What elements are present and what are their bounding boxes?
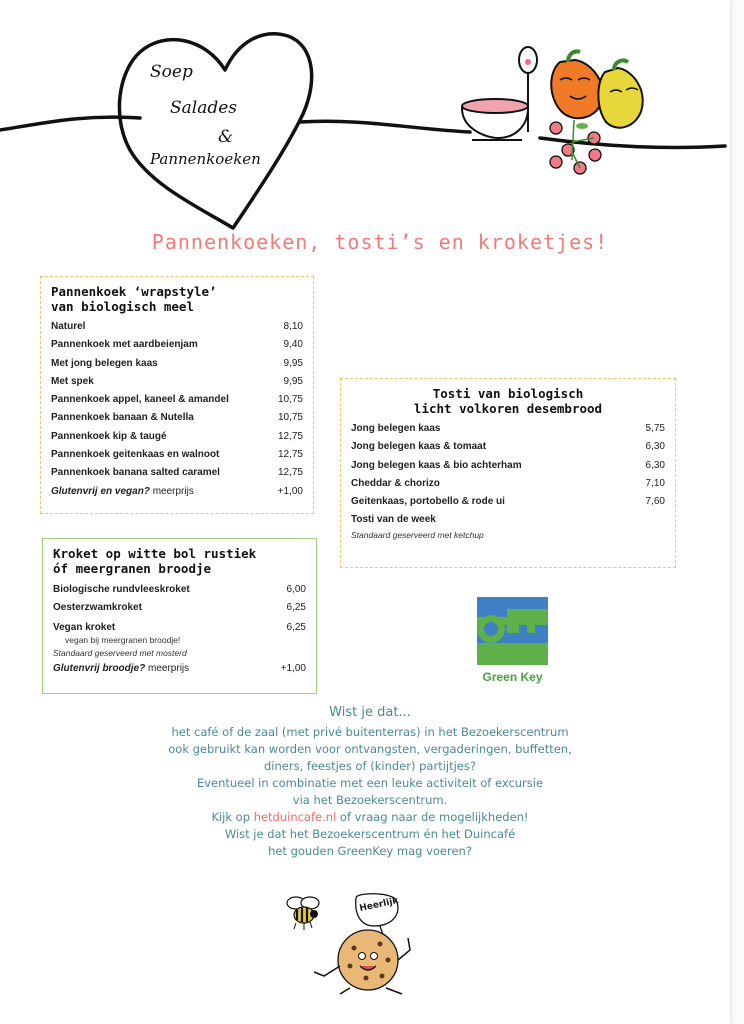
meerprijs-label: meerprijs: [148, 662, 190, 674]
info-title: Wist je dat...: [329, 705, 411, 720]
menu-item: Jong belegen kaas & tomaat 6,30: [351, 441, 665, 453]
menu-item: Pannenkoek banana salted caramel 12,75: [51, 467, 303, 479]
menu-item: Pannenkoek geitenkaas en walnoot 12,75: [51, 449, 303, 461]
green-key-label: Green Key: [482, 670, 543, 684]
menu-item: Pannenkoek banaan & Nutella 10,75: [51, 412, 303, 424]
info-kijk-line: Kijk op hetduincafe.nl of vraag naar de mogelijkheden!: [211, 810, 529, 824]
info-line: Wist je dat het Bezoekerscentrum én het Duincafé: [224, 827, 516, 841]
info-line: het gouden GreenKey mag voeren?: [268, 844, 472, 858]
kroket-title-1: Kroket op witte bol rustiek: [53, 546, 257, 561]
menu-item: Biologische rundvleeskroket 6,00: [53, 584, 306, 595]
kroket-serve-note: Standaard geserveerd met mosterd: [53, 647, 187, 658]
menu-item: Pannenkoek met aardbeienjam 9,40: [51, 339, 303, 351]
glutenvrij-row: Glutenvrij en vegan? meerprijs +1,00: [51, 485, 303, 497]
menu-item: Cheddar & chorizo 7,10: [351, 477, 665, 489]
menu-item: Vegan kroket 6,25: [53, 621, 306, 633]
menu-item: Met spek 9,95: [51, 375, 303, 387]
green-key-logo: [477, 597, 548, 665]
info-block: [110, 704, 630, 860]
menu-item: Pannenkoek kip & taugé 12,75: [51, 430, 303, 442]
menu-item: Jong belegen kaas & bio achterham 6,30: [351, 459, 665, 471]
page-headline: Pannenkoeken, tosti’s en kroketjes!: [151, 230, 609, 254]
berries: [550, 122, 601, 174]
mascot-speech: Heerlijk: [358, 896, 400, 914]
pannenkoek-list: [51, 318, 303, 501]
glutenvrij-label: Glutenvrij en vegan?: [51, 485, 150, 497]
pannenkoek-title-1: Pannenkoek ‘wrapstyle’: [51, 284, 217, 299]
tosti-title-1: Tosti van biologisch: [432, 386, 584, 401]
heart-line-3: &: [218, 127, 234, 147]
glutenvrij-broodje-label: Glutenvrij broodje?: [53, 662, 146, 674]
pannenkoek-section: [40, 276, 314, 514]
info-line: ook gebruikt kan worden voor ontvangsten, vergaderingen, buffetten,: [168, 742, 572, 756]
menu-item: Jong belegen kaas 5,75: [351, 423, 665, 434]
menu-item: Naturel 8,10: [51, 321, 303, 332]
yellow-pepper: [598, 68, 642, 128]
kroket-section: [42, 538, 317, 694]
meerprijs-label: meerprijs: [152, 485, 194, 497]
tosti-section: [340, 378, 676, 568]
pannenkoek-title-2: van biologisch meel: [51, 299, 194, 314]
website-link[interactable]: hetduincafe.nl: [253, 810, 337, 824]
menu-item: Met jong belegen kaas 9,95: [51, 357, 303, 369]
info-line: het café of de zaal (met privé buitenterras) in het Bezoekerscentrum: [171, 725, 569, 739]
menu-item: Oesterzwamkroket 6,25: [53, 602, 306, 614]
tosti-note: Standaard geserveerd met ketchup: [351, 529, 484, 540]
info-line: diners, feestjes of (kinder) partijtjes?: [264, 759, 476, 773]
kroket-title-2: óf meergranen broodje: [53, 561, 212, 576]
vegan-note: vegan bij meergranen broodje!: [65, 634, 181, 645]
heart-line-2: Salades: [170, 98, 238, 118]
header-illustration: [0, 0, 730, 240]
heart-outline: [119, 34, 311, 228]
menu-item: Geitenkaas, portobello & rode ui 7,60: [351, 496, 665, 508]
menu-item: Pannenkoek appel, kaneel & amandel 10,75: [51, 394, 303, 406]
tosti-title-2: licht volkoren desembrood: [413, 401, 603, 416]
heart-line-4: Pannenkoeken: [150, 150, 261, 168]
heart-line-1: Soep: [150, 62, 193, 82]
menu-item: Tosti van de week: [351, 514, 436, 526]
info-line: Eventueel in combinatie met een leuke activiteit of excursie: [196, 776, 544, 790]
info-line: via het Bezoekerscentrum.: [292, 793, 448, 807]
orange-pepper: [551, 60, 602, 118]
glutenvrij-row: Glutenvrij broodje? meerprijs +1,00: [53, 662, 306, 674]
